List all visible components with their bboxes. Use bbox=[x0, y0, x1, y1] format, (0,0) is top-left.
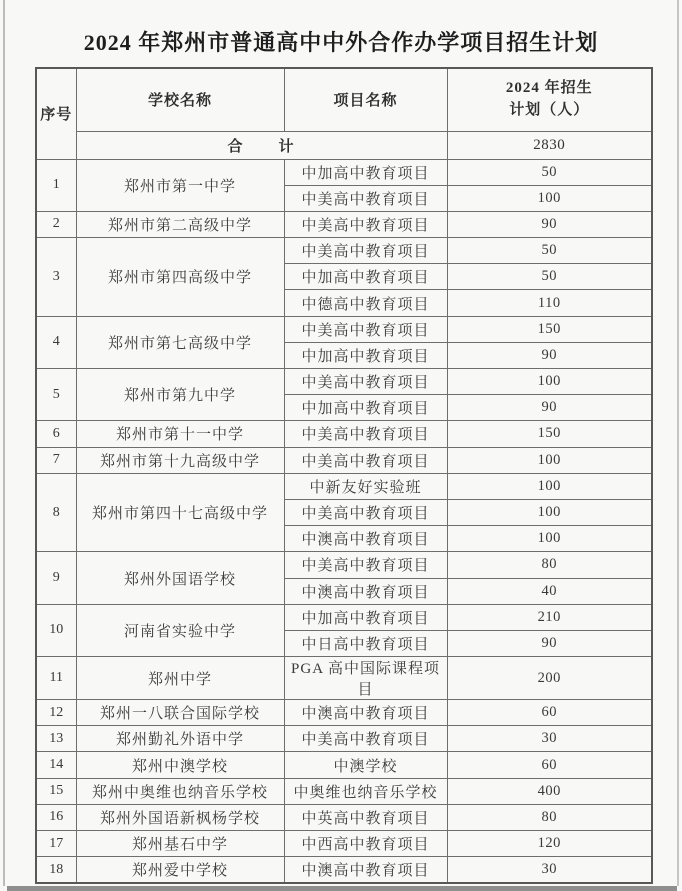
table-row bbox=[36, 238, 652, 264]
table-row bbox=[36, 447, 652, 473]
program-name-cell: 中澳高中教育项目 bbox=[284, 700, 447, 726]
program-name-cell: PGA 高中国际课程项目 bbox=[284, 657, 447, 700]
row-index-cell: 7 bbox=[36, 447, 76, 473]
table-row bbox=[36, 657, 652, 700]
school-name-cell: 郑州中奥维也纳音乐学校 bbox=[76, 778, 284, 804]
plan-value-cell: 150 bbox=[447, 316, 652, 342]
row-index-cell: 11 bbox=[36, 657, 76, 700]
school-name-cell: 郑州中学 bbox=[76, 657, 284, 700]
row-index-cell: 1 bbox=[36, 159, 76, 211]
plan-value-cell: 100 bbox=[447, 185, 652, 211]
program-name-cell: 中加高中教育项目 bbox=[284, 395, 447, 421]
header-plan bbox=[447, 68, 652, 131]
table-row bbox=[36, 211, 652, 237]
plan-value-cell: 50 bbox=[447, 159, 652, 185]
school-name-cell: 郑州外国语学校 bbox=[76, 552, 284, 604]
header-plan-line2: 计划（人） bbox=[509, 101, 590, 118]
school-name-cell: 郑州市第九中学 bbox=[76, 369, 284, 421]
table-row bbox=[36, 369, 652, 395]
plan-value-cell: 50 bbox=[447, 238, 652, 264]
program-name-cell: 中美高中教育项目 bbox=[284, 499, 447, 525]
plan-value-cell: 90 bbox=[447, 342, 652, 368]
total-value-cell: 2830 bbox=[447, 131, 652, 159]
row-index-cell: 16 bbox=[36, 804, 76, 830]
program-name-cell: 中奥维也纳音乐学校 bbox=[284, 778, 447, 804]
table-header-row bbox=[36, 68, 652, 131]
program-name-cell: 中美高中教育项目 bbox=[284, 211, 447, 237]
school-name-cell: 郑州市第十一中学 bbox=[76, 421, 284, 447]
table-body bbox=[36, 159, 652, 883]
row-index-cell: 3 bbox=[36, 238, 76, 317]
row-index-cell: 14 bbox=[36, 752, 76, 778]
plan-value-cell: 100 bbox=[447, 473, 652, 499]
row-index-cell: 17 bbox=[36, 831, 76, 857]
page-title: 2024 年郑州市普通高中中外合作办学项目招生计划 bbox=[83, 30, 599, 55]
header-index: 序号 bbox=[36, 68, 76, 159]
plan-value-cell: 200 bbox=[447, 657, 652, 700]
table-row bbox=[36, 473, 652, 499]
row-index-cell: 15 bbox=[36, 778, 76, 804]
page-bottom-bar bbox=[7, 886, 677, 891]
school-name-cell: 郑州勤礼外语中学 bbox=[76, 726, 284, 752]
plan-value-cell: 100 bbox=[447, 526, 652, 552]
school-name-cell: 郑州一八联合国际学校 bbox=[76, 700, 284, 726]
plan-value-cell: 110 bbox=[447, 290, 652, 316]
school-name-cell: 郑州爱中学校 bbox=[76, 857, 284, 883]
plan-value-cell: 120 bbox=[447, 831, 652, 857]
header-program: 项目名称 bbox=[284, 68, 447, 131]
school-name-cell: 河南省实验中学 bbox=[76, 604, 284, 656]
page-right-edge-line bbox=[677, 0, 679, 886]
program-name-cell: 中加高中教育项目 bbox=[284, 159, 447, 185]
program-name-cell: 中澳高中教育项目 bbox=[284, 578, 447, 604]
program-name-cell: 中美高中教育项目 bbox=[284, 185, 447, 211]
total-label-cell: 合 计 bbox=[76, 131, 447, 159]
table-row bbox=[36, 552, 652, 578]
plan-value-cell: 60 bbox=[447, 700, 652, 726]
school-name-cell: 郑州中澳学校 bbox=[76, 752, 284, 778]
program-name-cell: 中美高中教育项目 bbox=[284, 447, 447, 473]
table-row bbox=[36, 316, 652, 342]
school-name-cell: 郑州市第四高级中学 bbox=[76, 238, 284, 317]
program-name-cell: 中美高中教育项目 bbox=[284, 421, 447, 447]
plan-value-cell: 400 bbox=[447, 778, 652, 804]
table-row bbox=[36, 700, 652, 726]
row-index-cell: 8 bbox=[36, 473, 76, 552]
table-row bbox=[36, 804, 652, 830]
school-name-cell: 郑州外国语新枫杨学校 bbox=[76, 804, 284, 830]
school-name-cell: 郑州市第一中学 bbox=[76, 159, 284, 211]
table-row bbox=[36, 752, 652, 778]
program-name-cell: 中美高中教育项目 bbox=[284, 726, 447, 752]
plan-value-cell: 30 bbox=[447, 726, 652, 752]
row-index-cell: 10 bbox=[36, 604, 76, 656]
school-name-cell: 郑州市第二高级中学 bbox=[76, 211, 284, 237]
program-name-cell: 中澳高中教育项目 bbox=[284, 857, 447, 883]
program-name-cell: 中美高中教育项目 bbox=[284, 238, 447, 264]
plan-value-cell: 80 bbox=[447, 552, 652, 578]
program-name-cell: 中西高中教育项目 bbox=[284, 831, 447, 857]
program-name-cell: 中德高中教育项目 bbox=[284, 290, 447, 316]
row-index-cell: 13 bbox=[36, 726, 76, 752]
table-row bbox=[36, 778, 652, 804]
program-name-cell: 中美高中教育项目 bbox=[284, 316, 447, 342]
plan-value-cell: 100 bbox=[447, 499, 652, 525]
row-index-cell: 9 bbox=[36, 552, 76, 604]
plan-value-cell: 90 bbox=[447, 211, 652, 237]
program-name-cell: 中加高中教育项目 bbox=[284, 264, 447, 290]
row-index-cell: 4 bbox=[36, 316, 76, 368]
table-row bbox=[36, 421, 652, 447]
row-index-cell: 2 bbox=[36, 211, 76, 237]
school-name-cell: 郑州基石中学 bbox=[76, 831, 284, 857]
table-row bbox=[36, 604, 652, 630]
plan-value-cell: 80 bbox=[447, 804, 652, 830]
header-school: 学校名称 bbox=[76, 68, 284, 131]
plan-value-cell: 90 bbox=[447, 395, 652, 421]
plan-value-cell: 40 bbox=[447, 578, 652, 604]
program-name-cell: 中英高中教育项目 bbox=[284, 804, 447, 830]
program-name-cell: 中美高中教育项目 bbox=[284, 369, 447, 395]
program-name-cell: 中加高中教育项目 bbox=[284, 342, 447, 368]
table-row bbox=[36, 857, 652, 883]
program-name-cell: 中澳学校 bbox=[284, 752, 447, 778]
plan-value-cell: 210 bbox=[447, 604, 652, 630]
program-name-cell: 中新友好实验班 bbox=[284, 473, 447, 499]
plan-value-cell: 60 bbox=[447, 752, 652, 778]
school-name-cell: 郑州市第七高级中学 bbox=[76, 316, 284, 368]
total-row bbox=[36, 131, 652, 159]
program-name-cell: 中美高中教育项目 bbox=[284, 552, 447, 578]
program-name-cell: 中加高中教育项目 bbox=[284, 604, 447, 630]
row-index-cell: 6 bbox=[36, 421, 76, 447]
program-name-cell: 中澳高中教育项目 bbox=[284, 526, 447, 552]
plan-value-cell: 30 bbox=[447, 857, 652, 883]
school-name-cell: 郑州市第四十七高级中学 bbox=[76, 473, 284, 552]
enrollment-plan-table bbox=[35, 67, 653, 884]
plan-value-cell: 100 bbox=[447, 447, 652, 473]
table-row bbox=[36, 831, 652, 857]
school-name-cell: 郑州市第十九高级中学 bbox=[76, 447, 284, 473]
table-row bbox=[36, 726, 652, 752]
program-name-cell: 中日高中教育项目 bbox=[284, 630, 447, 656]
table-row bbox=[36, 159, 652, 185]
row-index-cell: 5 bbox=[36, 369, 76, 421]
plan-value-cell: 100 bbox=[447, 369, 652, 395]
page-left-edge-line bbox=[3, 0, 5, 886]
row-index-cell: 12 bbox=[36, 700, 76, 726]
plan-value-cell: 90 bbox=[447, 630, 652, 656]
row-index-cell: 18 bbox=[36, 857, 76, 883]
header-plan-line1: 2024 年招生 bbox=[505, 80, 593, 96]
plan-value-cell: 150 bbox=[447, 421, 652, 447]
plan-value-cell: 50 bbox=[447, 264, 652, 290]
